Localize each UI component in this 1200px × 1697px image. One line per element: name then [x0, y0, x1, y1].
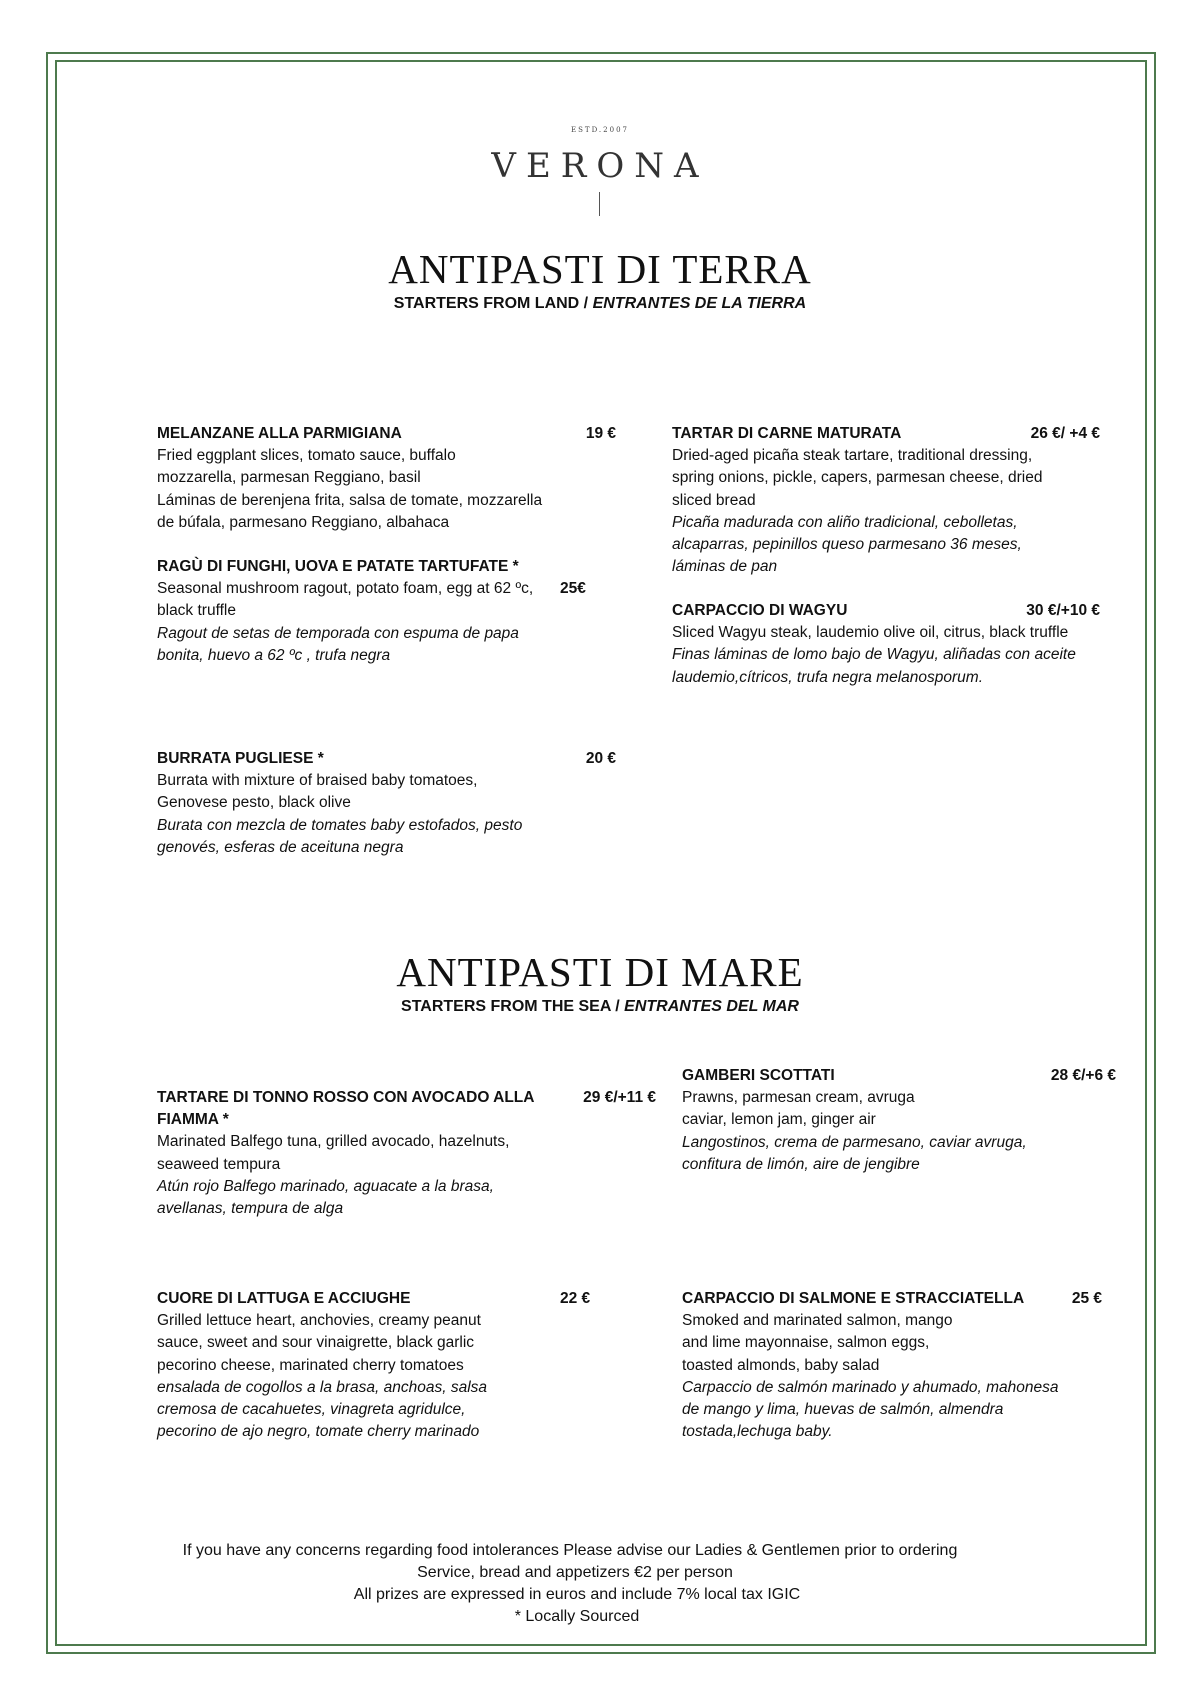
menu-item-ragu: [157, 556, 547, 667]
item-name: CARPACCIO DI SALMONE E STRACCIATELLA: [682, 1290, 1025, 1307]
item-price: 29 €/+11 €: [583, 1089, 656, 1106]
item-name: CARPACCIO DI WAGYU: [672, 602, 848, 619]
item-name: BURRATA PUGLIESE *: [157, 750, 324, 767]
item-price: 19 €: [585, 425, 616, 442]
section-subtitle-terra: [0, 295, 1200, 313]
item-price: 22 €: [560, 1290, 591, 1307]
item-description-es: Atún rojo Balfego marinado, aguacate a la brasa, avellanas, tempura de alga: [157, 1177, 494, 1218]
item-name: TARTAR DI CARNE MATURATA: [672, 425, 902, 442]
item-description-es: Picaña madurada con aliño tradicional, cebolletas, alcaparras, pepinillos queso parmesano 36 meses, láminas de pan: [672, 513, 1022, 576]
established-label: ESTD.2007: [571, 126, 629, 134]
section-subtitle-mare: [0, 998, 1200, 1016]
item-description-es: Finas láminas de lomo bajo de Wagyu, aliñadas con aceite laudemio,cítricos, trufa negra melanosporum.: [672, 646, 1076, 686]
item-price: 28 €/+6 €: [1050, 1067, 1116, 1084]
item-description-en: Dried-aged picaña steak tartare, traditional dressing, spring onions, pickle, capers, parmesan cheese, dried sliced bread: [672, 447, 1043, 509]
logo-divider: [599, 192, 600, 216]
item-name: MELANZANE ALLA PARMIGIANA: [157, 425, 402, 442]
footer-note-local: * Locally Sourced: [514, 1608, 640, 1625]
footer-note-service: Service, bread and appetizers €2 per person: [417, 1564, 733, 1581]
footer-note-tax: All prizes are expressed in euros and include 7% local tax IGIC: [353, 1586, 801, 1603]
subtitle-es: ENTRANTES DE LA TIERRA: [592, 295, 807, 312]
item-description-en: Seasonal mushroom ragout, potato foam, egg at 62 ºc, black truffle: [157, 580, 534, 620]
item-description-en: Marinated Balfego tuna, grilled avocado, hazelnuts, seaweed tempura: [157, 1133, 510, 1173]
item-description-en: Fried eggplant slices, tomato sauce, buffalo mozzarella, parmesan Reggiano, basil: [157, 447, 456, 487]
item-description-en: Grilled lettuce heart, anchovies, creamy peanut sauce, sweet and sour vinaigrette, black garlic pecorino cheese, marinated cherry tomatoes: [157, 1312, 481, 1374]
item-price: 26 €/ +4 €: [1030, 425, 1100, 442]
item-price: 20 €: [585, 750, 616, 767]
item-description-es: Ragout de setas de temporada con espuma de papa bonita, huevo a 62 ºc , trufa negra: [157, 624, 519, 664]
subtitle-en: STARTERS FROM THE SEA /: [401, 998, 625, 1015]
item-description-es: ensalada de cogollos a la brasa, anchoas, salsa cremosa de cacahuetes, vinagreta agridulce, pecorino de ajo negro, tomate cherry marinado: [157, 1378, 488, 1441]
brand-logo: VERONA: [491, 146, 709, 186]
menu-item-melanzane: [157, 423, 557, 534]
item-description-es: Carpaccio de salmón marinado y ahumado, mahonesa de mango y lima, huevas de salmón, almendra tostada,lechuga baby.: [682, 1378, 1059, 1441]
item-description-en: Prawns, parmesan cream, avruga caviar, lemon jam, ginger air: [682, 1089, 915, 1129]
item-price: 25€: [560, 580, 586, 597]
subtitle-es: ENTRANTES DEL MAR: [624, 998, 799, 1015]
item-description-en: Smoked and marinated salmon, mango and lime mayonnaise, salmon eggs, toasted almonds, baby salad: [682, 1312, 953, 1374]
section-title-terra: ANTIPASTI DI TERRA: [388, 246, 812, 292]
menu-item-tartar: [672, 423, 1072, 578]
subtitle-en: STARTERS FROM LAND /: [393, 295, 593, 312]
footer-note-intolerances: If you have any concerns regarding food intolerances Please advise our Ladies & Gentlemen prior to ordering: [182, 1542, 958, 1559]
item-name: GAMBERI SCOTTATI: [682, 1067, 835, 1084]
item-name: CUORE DI LATTUGA E ACCIUGHE: [157, 1290, 411, 1307]
item-description-es: Láminas de berenjena frita, salsa de tomate, mozzarella de búfala, parmesano Reggiano, albahaca: [157, 491, 543, 531]
section-title-mare: ANTIPASTI DI MARE: [396, 949, 804, 995]
menu-item-burrata: [157, 748, 557, 859]
item-name: RAGÙ DI FUNGHI, UOVA E PATATE TARTUFATE *: [157, 558, 519, 575]
item-name: TARTARE DI TONNO ROSSO CON AVOCADO ALLA FIAMMA *: [157, 1089, 534, 1129]
item-price: 25 €: [1071, 1290, 1102, 1307]
item-description-es: Langostinos, crema de parmesano, caviar avruga, confitura de limón, aire de jengibre: [682, 1133, 1027, 1173]
item-price: 30 €/+10 €: [1026, 602, 1100, 619]
item-description-en: Sliced Wagyu steak, laudemio olive oil, citrus, black truffle: [672, 624, 1069, 642]
item-description-es: Burata con mezcla de tomates baby estofados, pesto genovés, esferas de aceituna negra: [157, 816, 523, 856]
menu-item-lattuga: [157, 1288, 537, 1443]
menu-item-tonno: [157, 1087, 547, 1220]
menu-item-salmone: [682, 1288, 1102, 1443]
item-description-en: Burrata with mixture of braised baby tomatoes, Genovese pesto, black olive: [157, 772, 478, 812]
